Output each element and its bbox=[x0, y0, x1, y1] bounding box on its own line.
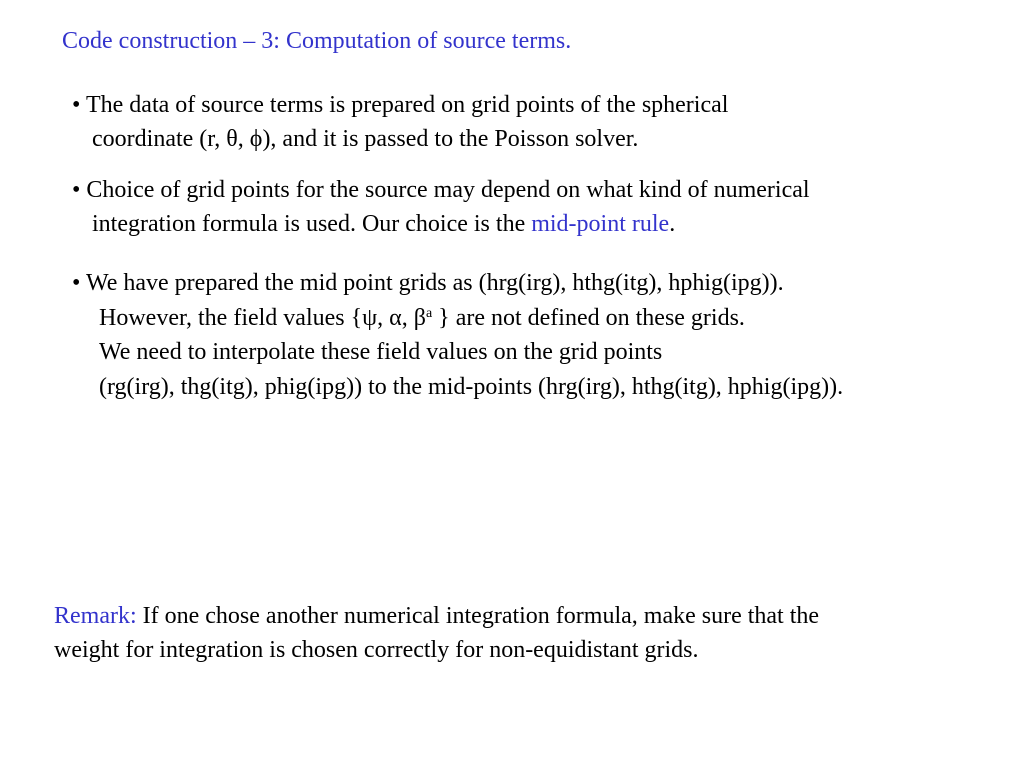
bullet-marker: • bbox=[72, 177, 81, 203]
bullet-3-line-3: We need to interpolate these field values on the grid points bbox=[99, 339, 663, 365]
bullet-3-line-4: (rg(irg), thg(itg), phig(ipg)) to the mid-points (hrg(irg), hthg(itg), hphig(ipg)). bbox=[99, 374, 844, 400]
remark-line-2: weight for integration is chosen correctly for non-equidistant grids. bbox=[54, 637, 699, 663]
bullet-2-text-1: Choice of grid points for the source may depend on what kind of numerical bbox=[86, 177, 810, 203]
bullet-3-line-1 bbox=[72, 268, 784, 298]
bullet-2-text-2: integration formula is used. Our choice is the bbox=[92, 211, 532, 237]
bullet-2-line-1 bbox=[72, 175, 810, 205]
remark-line-1 bbox=[54, 601, 819, 631]
bullet-1-text-1: The data of source terms is prepared on grid points of the spherical bbox=[85, 92, 729, 118]
bullet-marker: • bbox=[72, 92, 81, 118]
bullet-3-line-2 bbox=[99, 303, 745, 333]
bullet-2-period: . bbox=[669, 211, 676, 237]
slide-title: Code construction – 3: Computation of source terms. bbox=[62, 28, 572, 54]
bullet-1-line-1 bbox=[72, 90, 728, 120]
bullet-3-text-2b: } are not defined on these grids. bbox=[432, 305, 745, 331]
bullet-1-line-2: coordinate (r, θ, ϕ), and it is passed to the Poisson solver. bbox=[92, 126, 639, 152]
bullet-2-line-2 bbox=[92, 209, 675, 239]
mid-point-rule-term: mid-point rule bbox=[531, 211, 670, 237]
bullet-3-text-2a: However, the field values {ψ, α, β bbox=[99, 305, 426, 331]
beta-superscript: a bbox=[425, 306, 433, 321]
remark-text-1: If one chose another numerical integration formula, make sure that the bbox=[136, 603, 820, 629]
bullet-3-text-1: We have prepared the mid point grids as (hrg(irg), hthg(itg), hphig(ipg)). bbox=[85, 270, 784, 296]
remark-label: Remark: bbox=[54, 603, 137, 629]
bullet-marker: • bbox=[72, 270, 81, 296]
